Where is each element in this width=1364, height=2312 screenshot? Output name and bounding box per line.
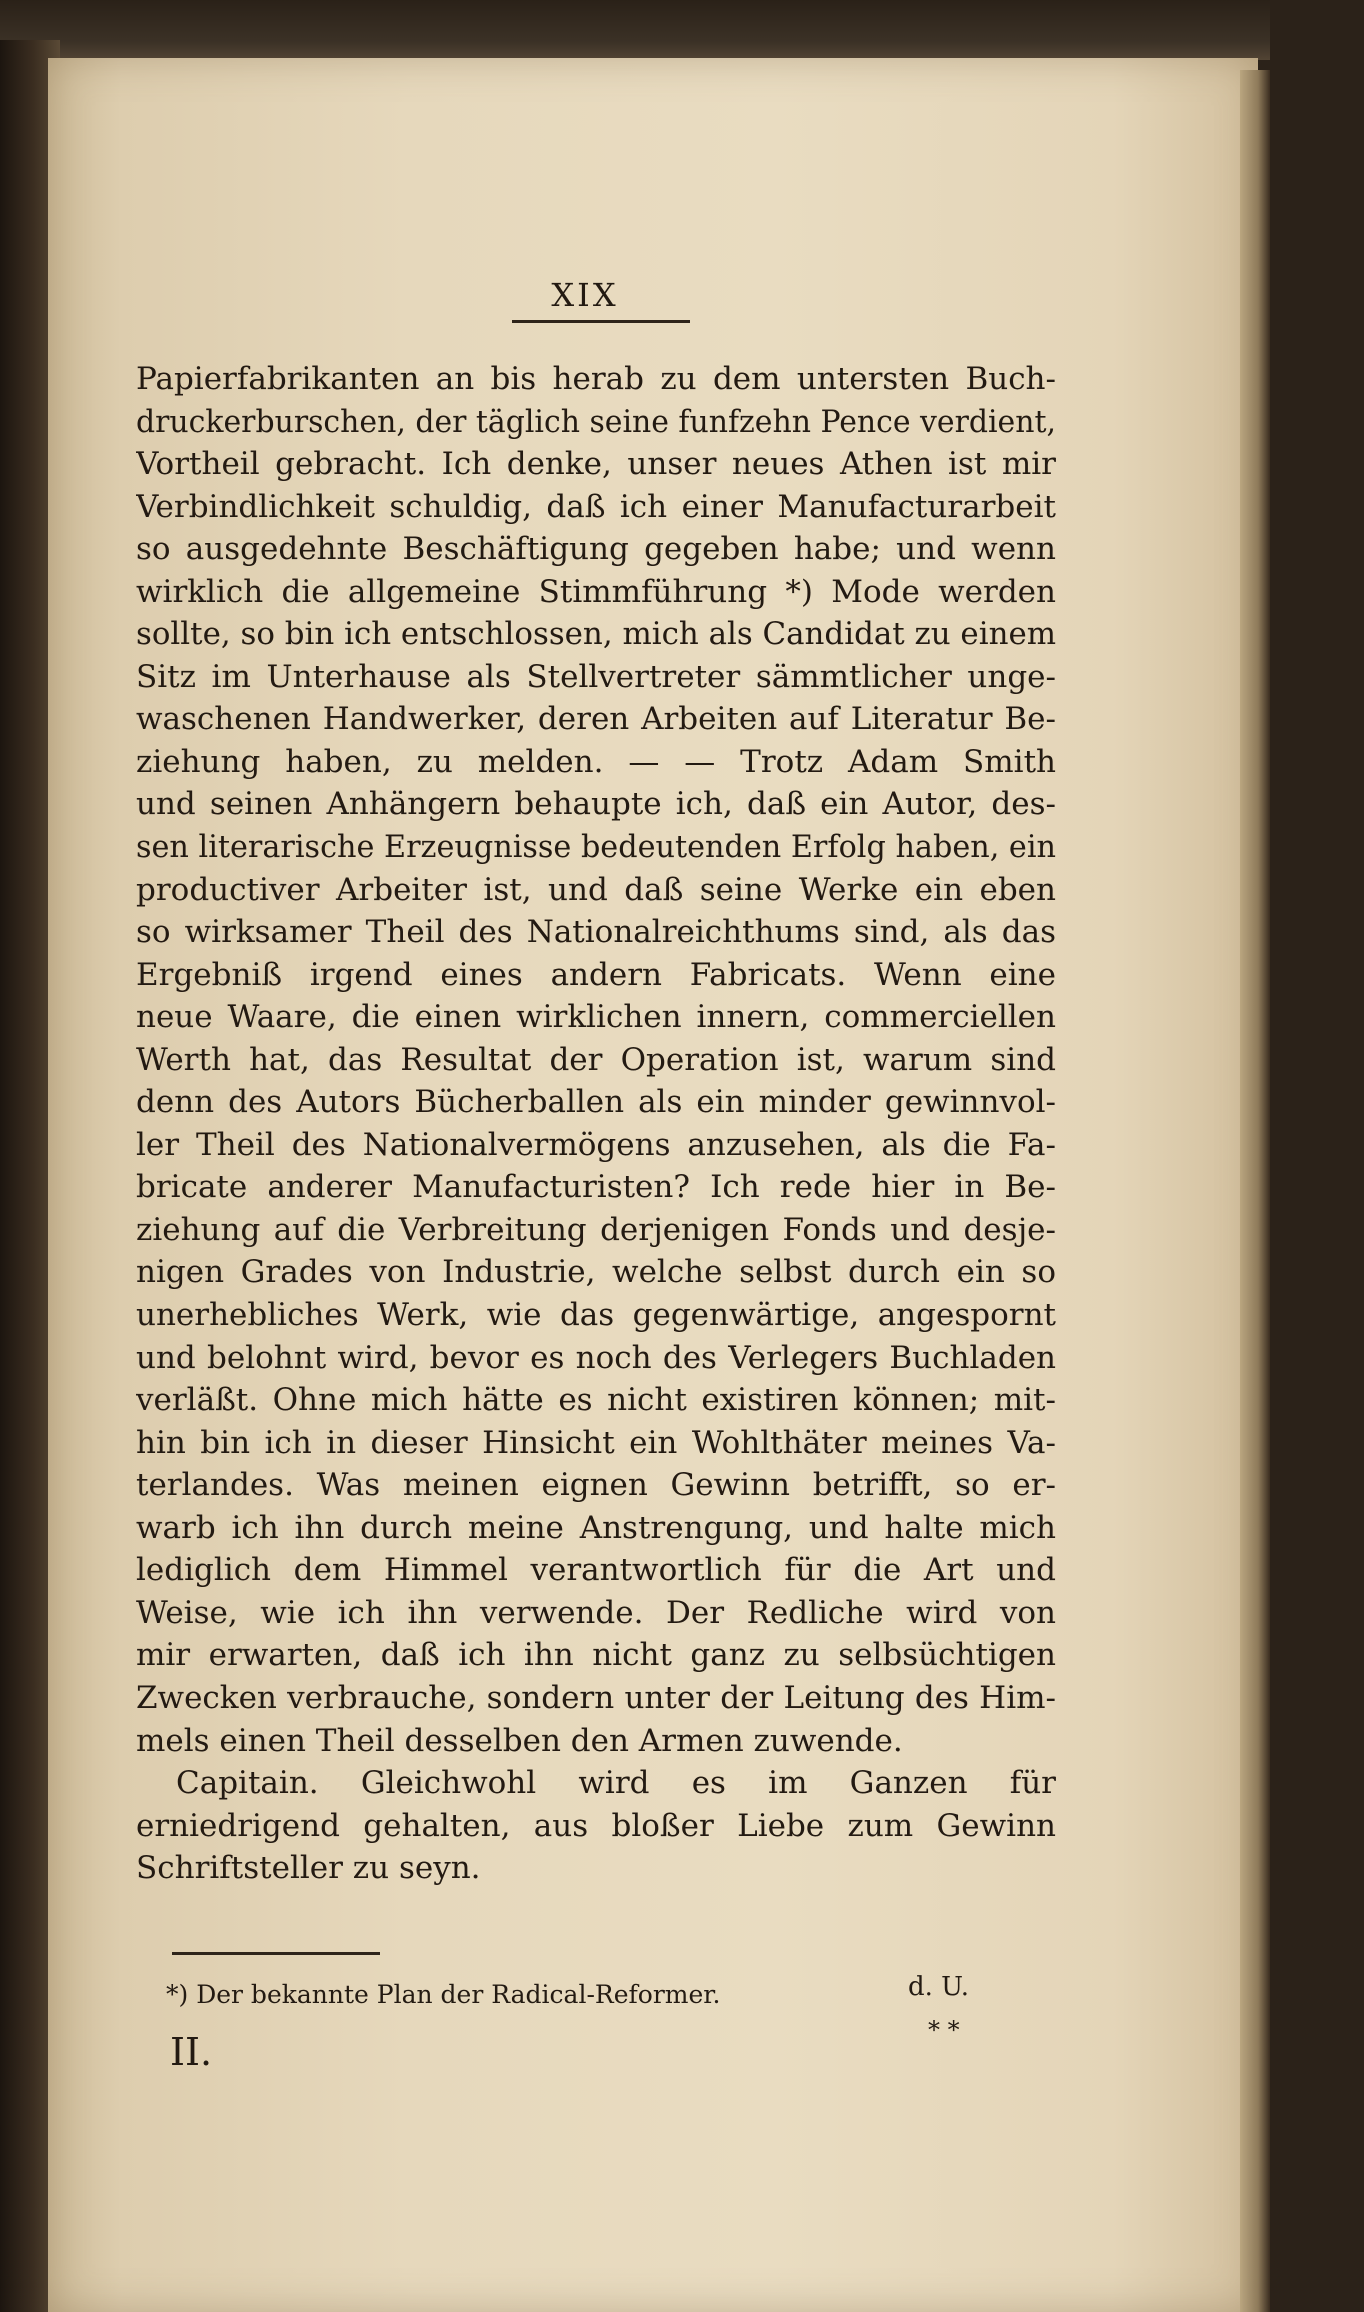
- page-edge: [1240, 70, 1270, 2312]
- text-line: erniedrigend gehalten, aus bloßer Liebe zum Gewinn: [136, 1807, 1056, 1844]
- text-line: Schriftsteller zu seyn.: [136, 1850, 481, 1887]
- text-line: Ergebniß irgend eines andern Fabricats. Wenn eine: [136, 956, 1056, 993]
- text-line: bricate anderer Manufacturisten? Ich rede hier in Be-: [136, 1169, 1056, 1206]
- text-line: hin bin ich in dieser Hinsicht ein Wohlthäter meines Va-: [136, 1424, 1056, 1461]
- text-line: Weise, wie ich ihn verwende. Der Redliche wird von: [136, 1594, 1056, 1631]
- header-rule: [512, 320, 690, 323]
- page-number: XIX: [551, 276, 619, 314]
- text-line: so wirksamer Theil des Nationalreichthums sind, als das: [136, 914, 1056, 951]
- scan-margin: [1270, 0, 1364, 2312]
- footnote-sign: d. U.: [908, 1972, 969, 2002]
- footnote-rule: [172, 1952, 380, 1955]
- text-line: warb ich ihn durch meine Anstrengung, und halte mich: [136, 1509, 1056, 1546]
- text-line: mels einen Theil desselben den Armen zuwende.: [136, 1722, 903, 1759]
- text-line: mir erwarten, daß ich ihn nicht ganz zu selbsüchtigen: [136, 1637, 1056, 1674]
- text-line: und seinen Anhängern behaupte ich, daß ein Autor, des-: [136, 786, 1056, 823]
- text-line: sen literarische Erzeugnisse bedeutenden Erfolg haben, ein: [136, 829, 1056, 866]
- text-line: Papierfabrikanten an bis herab zu dem untersten Buch-: [136, 361, 1056, 397]
- text-line: Verbindlichkeit schuldig, daß ich einer Manufacturarbeit: [136, 488, 1056, 525]
- text-line: denn des Autors Bücherballen als ein minder gewinnvol-: [136, 1084, 1056, 1121]
- signature-mark: II.: [170, 2030, 213, 2074]
- text-line: Sitz im Unterhause als Stellvertreter sämmtlicher unge-: [136, 658, 1056, 695]
- text-line: sollte, so bin ich entschlossen, mich als Candidat zu einem: [136, 616, 1056, 653]
- text-line: und belohnt wird, bevor es noch des Verlegers Buchladen: [136, 1339, 1056, 1376]
- text-line: unerhebliches Werk, wie das gegenwärtige, angespornt: [136, 1297, 1056, 1334]
- text-line: Zwecken verbrauche, sondern unter der Leitung des Him-: [136, 1679, 1056, 1716]
- text-line: neue Waare, die einen wirklichen innern, commerciellen: [136, 999, 1056, 1036]
- text-line: ler Theil des Nationalvermögens anzusehen, als die Fa-: [136, 1126, 1056, 1163]
- text-line: druckerburschen, der täglich seine funfzehn Pence verdient,: [136, 403, 1056, 440]
- text-line: lediglich dem Himmel verantwortlich für die Art und: [136, 1552, 1056, 1589]
- text-line: Capitain. Gleichwohl wird es im Ganzen für: [176, 1765, 1056, 1802]
- text-line: Vortheil gebracht. Ich denke, unser neues Athen ist mir: [136, 446, 1056, 483]
- text-line: wirklich die allgemeine Stimmführung *) Mode werden: [136, 573, 1056, 610]
- text-line: ziehung auf die Verbreitung derjenigen Fonds und desje-: [136, 1211, 1056, 1248]
- text-line: nigen Grades von Industrie, welche selbst durch ein so: [136, 1254, 1056, 1291]
- book-top-edge: [0, 0, 1364, 60]
- text-line: productiver Arbeiter ist, und daß seine Werke ein eben: [136, 871, 1056, 908]
- text-line: waschenen Handwerker, deren Arbeiten auf Literatur Be-: [136, 701, 1056, 738]
- text-line: verläßt. Ohne mich hätte es nicht existiren können; mit-: [136, 1382, 1056, 1419]
- body-text: [136, 358, 1056, 1890]
- text-line: Werth hat, das Resultat der Operation ist, warum sind: [136, 1041, 1056, 1078]
- catchword: * *: [928, 2016, 960, 2044]
- text-line: so ausgedehnte Beschäftigung gegeben habe; und wenn: [136, 531, 1056, 568]
- footnote: *) Der bekannte Plan der Radical-Reformer.: [166, 1980, 721, 2009]
- text-line: terlandes. Was meinen eignen Gewinn betrifft, so er-: [136, 1467, 1056, 1504]
- text-line: ziehung haben, zu melden. — — Trotz Adam Smith: [136, 743, 1056, 780]
